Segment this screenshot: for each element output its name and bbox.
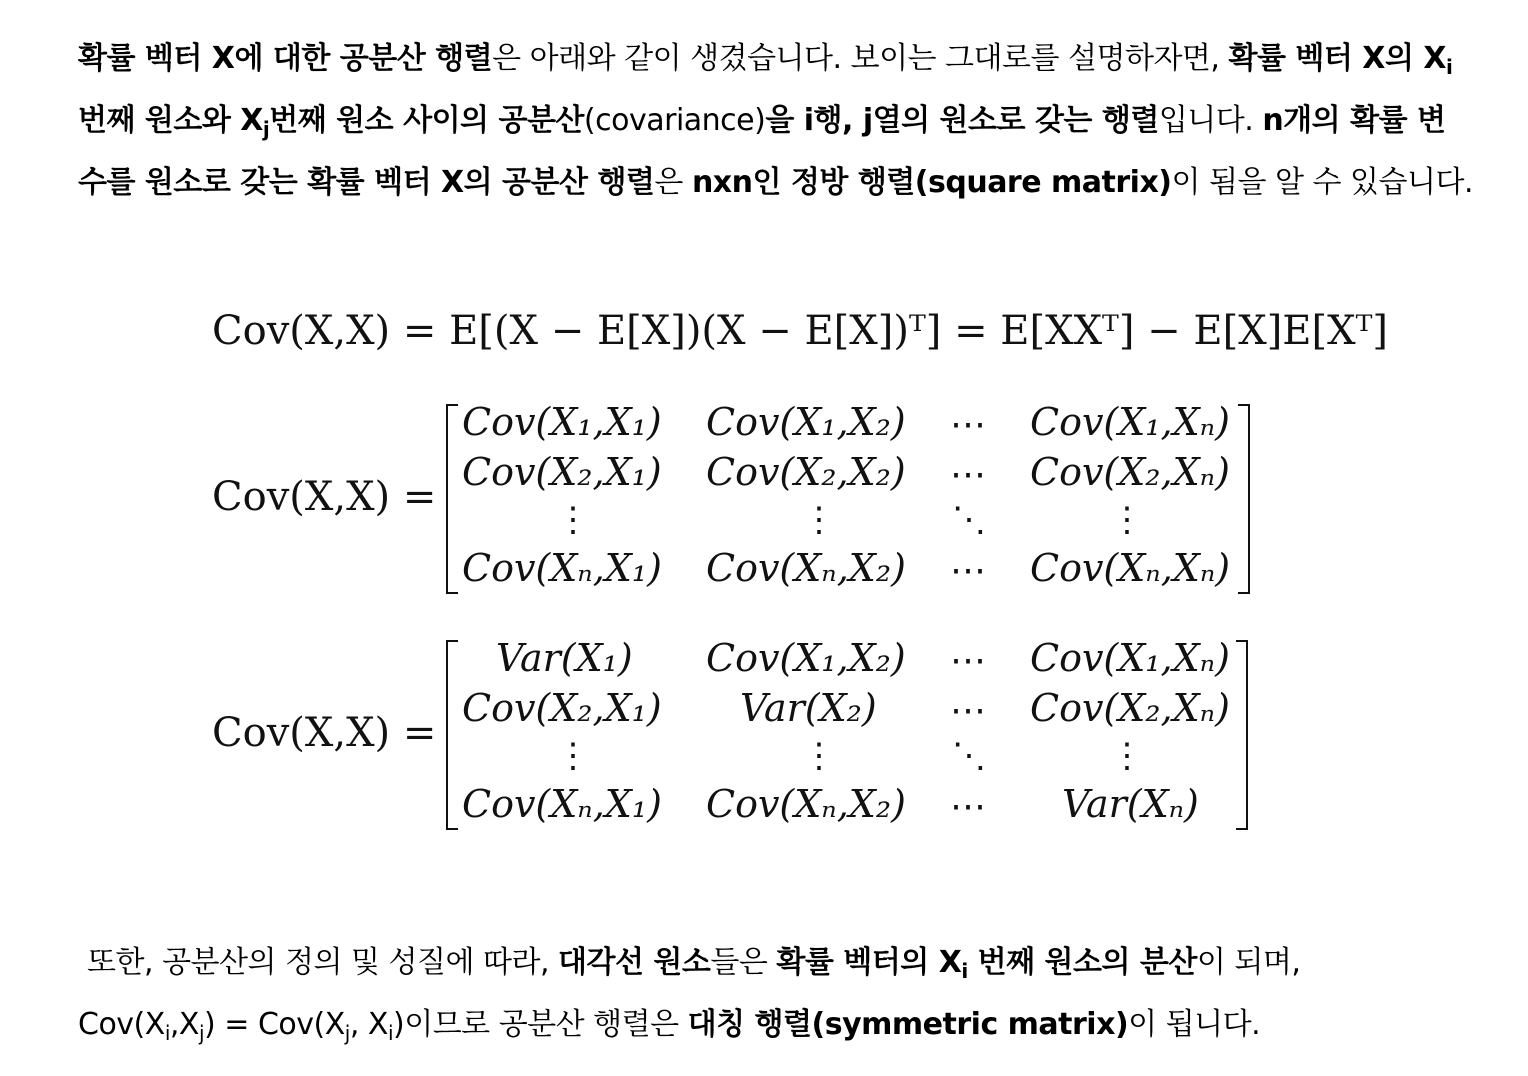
- matrix2-cell: Var(Xₙ): [1062, 782, 1199, 826]
- subscript: j: [262, 117, 270, 141]
- matrix2-cell: Cov(X₁,Xₙ): [1030, 636, 1230, 680]
- text-segment: 번째 원소와 X: [78, 103, 263, 138]
- text-segment: ) = Cov(X: [204, 1007, 345, 1042]
- text-segment: 이 되며,: [1196, 945, 1301, 980]
- matrix1-cell: Cov(Xₙ,X₁): [462, 546, 662, 590]
- matrix2-hdots: ⋯: [950, 786, 986, 827]
- matrix2-cell: Cov(Xₙ,X₂): [706, 782, 906, 826]
- matrix1-vdots: ⋮: [802, 500, 836, 540]
- matrix1-vdots: ⋮: [556, 500, 590, 540]
- text-segment: (symmetric matrix): [811, 1007, 1129, 1042]
- text-segment: 은 아래와 같이 생겼습니다. 보이는 그대로를 설명하자면,: [492, 41, 1229, 76]
- text-segment: (covariance): [583, 103, 766, 138]
- matrix2-hdots: ⋯: [950, 640, 986, 681]
- matrix1-lhs: Cov(X,X) =: [212, 474, 437, 520]
- matrix1-cell: Cov(Xₙ,X₂): [706, 546, 906, 590]
- conclusion-line-2: [78, 994, 1478, 1056]
- text-segment: nxn인 정방 행렬(square matrix): [691, 165, 1172, 200]
- subscript: i: [387, 1021, 394, 1045]
- conclusion-line-1: [78, 932, 1478, 994]
- text-segment: n개의 확률 변: [1262, 103, 1446, 138]
- text-segment: 확률 벡터 X의 X: [1228, 41, 1446, 76]
- matrix1-cell: Cov(X₂,Xₙ): [1030, 450, 1230, 494]
- matrix1-hdots: ⋯: [950, 404, 986, 445]
- subscript: j: [198, 1021, 205, 1045]
- matrix1-right-bracket: [1238, 404, 1250, 594]
- matrix1-cell: Cov(X₂,X₁): [462, 450, 662, 494]
- text-segment: 대칭 행렬: [687, 1007, 812, 1042]
- text-segment: 이 됩니다.: [1128, 1007, 1261, 1042]
- text-segment: 입니다.: [1158, 103, 1263, 138]
- text-segment: , X: [349, 1007, 388, 1042]
- text-segment: 을 i행, j열의 원소로 갖는 행렬: [765, 103, 1159, 138]
- text-segment: )이므로 공분산 행렬은: [393, 1007, 688, 1042]
- text-segment: 은: [654, 165, 692, 200]
- matrix1-vdots: ⋮: [1110, 500, 1144, 540]
- covariance-definition-formula: Cov(X,X) = E[(X − E[X])(X − E[X])ᵀ] = E[XXᵀ] − E[X]E[Xᵀ]: [212, 308, 1388, 354]
- intro-line-3: [78, 152, 1478, 214]
- matrix2-lhs: Cov(X,X) =: [212, 710, 437, 756]
- intro-line-1: [78, 28, 1478, 90]
- matrix2-vdots: ⋮: [556, 736, 590, 776]
- matrix2-vdots: ⋮: [1110, 736, 1144, 776]
- matrix2-cell: Var(X₂): [740, 686, 877, 730]
- matrix2-cell: Cov(X₂,X₁): [462, 686, 662, 730]
- matrix1-hdots: ⋯: [950, 454, 986, 495]
- matrix1-left-bracket: [446, 404, 458, 594]
- matrix2-vdots: ⋮: [802, 736, 836, 776]
- subscript: j: [344, 1021, 350, 1045]
- matrix1-cell: Cov(X₁,X₁): [462, 400, 662, 444]
- conclusion-paragraph: [78, 932, 1478, 1056]
- text-segment: 번째 원소 사이의 공분산: [269, 103, 584, 138]
- text-segment: 대각선 원소: [558, 945, 711, 980]
- matrix2-right-bracket: [1236, 640, 1248, 830]
- text-segment: Cov(X: [78, 1007, 165, 1042]
- text-segment: 번째 원소의 분산: [967, 945, 1197, 980]
- matrix2-cell: Cov(X₂,Xₙ): [1030, 686, 1230, 730]
- text-segment: 확률 벡터 X에 대한 공분산 행렬: [78, 41, 493, 76]
- matrix1-cell: Cov(X₁,Xₙ): [1030, 400, 1230, 444]
- text-segment: 이 됨을 알 수 있습니다.: [1171, 165, 1474, 200]
- intro-line-2: [78, 90, 1478, 152]
- matrix2-left-bracket: [446, 640, 458, 830]
- text-segment: 들은: [710, 945, 777, 980]
- matrix1-cell: Cov(Xₙ,Xₙ): [1030, 546, 1231, 590]
- matrix2-hdots: ⋯: [950, 690, 986, 731]
- matrix2-cell: Cov(Xₙ,X₁): [462, 782, 662, 826]
- matrix2-cell: Var(X₁): [496, 636, 633, 680]
- matrix1-ddots: ⋱: [952, 500, 986, 540]
- text-segment: 또한, 공분산의 정의 및 성질에 따라,: [78, 945, 559, 980]
- matrix1-cell: Cov(X₁,X₂): [706, 400, 906, 444]
- subscript: i: [1446, 55, 1453, 79]
- intro-paragraph: [78, 28, 1478, 214]
- subscript: i: [164, 1021, 170, 1045]
- matrix1-hdots: ⋯: [950, 550, 986, 591]
- matrix1-cell: Cov(X₂,X₂): [706, 450, 906, 494]
- text-segment: 확률 벡터의 X: [776, 945, 962, 980]
- text-segment: ,X: [169, 1007, 199, 1042]
- text-segment: 수를 원소로 갖는 확률 벡터 X의 공분산 행렬: [78, 165, 655, 200]
- matrix2-ddots: ⋱: [952, 736, 986, 776]
- subscript: i: [961, 959, 968, 983]
- matrix2-cell: Cov(X₁,X₂): [706, 636, 906, 680]
